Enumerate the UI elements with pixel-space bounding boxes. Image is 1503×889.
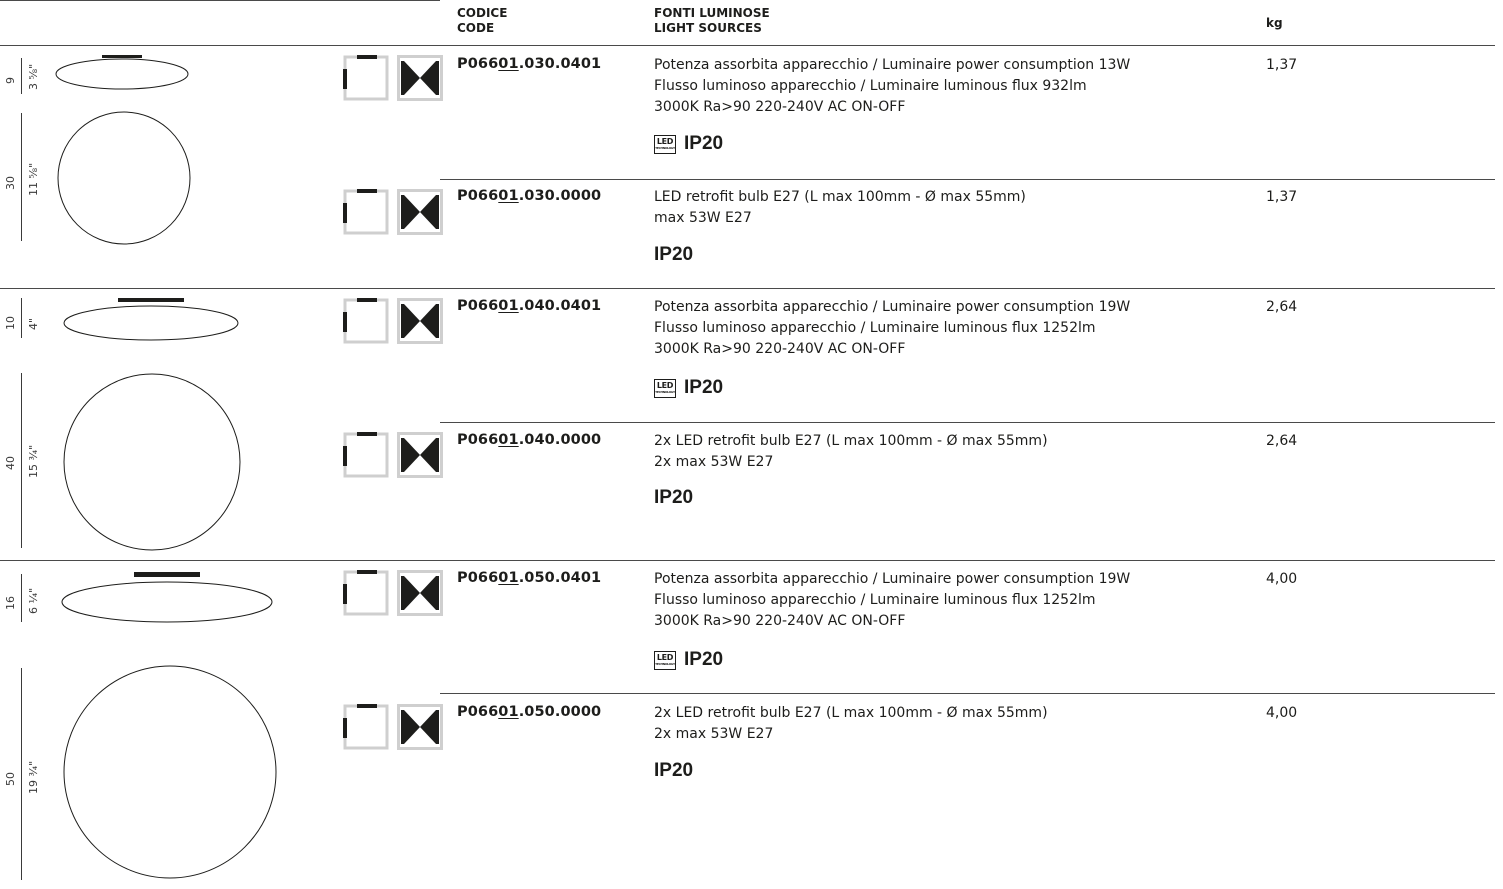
spec-line: 3000K Ra>90 220-240V AC ON-OFF xyxy=(654,99,906,115)
diameter-cm-label: 40 xyxy=(4,456,17,470)
header-code-it: CODICE xyxy=(457,6,508,20)
fixture-side-view xyxy=(60,570,276,626)
header-kg: kg xyxy=(1266,16,1283,30)
beam-direction-icon xyxy=(397,432,443,478)
weight-kg: 2,64 xyxy=(1266,433,1298,449)
code-variant: 01 xyxy=(498,298,519,314)
ceiling-mount-icon xyxy=(343,704,389,750)
fixture-side-view xyxy=(54,54,194,94)
header-bottom-rule xyxy=(0,45,1495,46)
light-source-spec xyxy=(654,297,1130,360)
diameter-in-label: 11 ⅝" xyxy=(27,162,40,196)
group-divider xyxy=(0,560,1495,561)
spec-line: 2x max 53W E27 xyxy=(654,454,774,470)
product-code xyxy=(457,570,601,586)
code-prefix: P066 xyxy=(457,298,499,314)
light-source-spec xyxy=(654,55,1130,118)
diameter-in-label: 15 ¾" xyxy=(27,444,40,478)
ip-rating-block xyxy=(654,133,723,155)
light-source-spec xyxy=(654,431,1048,473)
height-dimension-bar xyxy=(21,574,22,622)
code-suffix: .050.0000 xyxy=(518,704,602,720)
spec-line: Flusso luminoso apparecchio / Luminaire luminous flux 932lm xyxy=(654,78,1087,94)
code-prefix: P066 xyxy=(457,56,499,72)
product-code xyxy=(457,188,601,204)
height-in-label: 3 ⅝" xyxy=(27,63,40,90)
code-prefix: P066 xyxy=(457,432,499,448)
spec-line: Potenza assorbita apparecchio / Luminaire power consumption 13W xyxy=(654,57,1131,73)
spec-line: 3000K Ra>90 220-240V AC ON-OFF xyxy=(654,341,906,357)
header-code-en: CODE xyxy=(457,21,495,35)
code-suffix: .030.0000 xyxy=(518,188,602,204)
spec-line: max 53W E27 xyxy=(654,210,752,226)
ip-rating: IP20 xyxy=(684,649,724,670)
spec-line: Potenza assorbita apparecchio / Luminaire power consumption 19W xyxy=(654,571,1131,587)
code-suffix: .040.0000 xyxy=(518,432,602,448)
fixture-top-view xyxy=(62,664,280,882)
spec-line: Flusso luminoso apparecchio / Luminaire luminous flux 1252lm xyxy=(654,592,1096,608)
diameter-dimension-bar xyxy=(21,373,22,548)
ceiling-mount-icon xyxy=(343,298,389,344)
ceiling-mount-icon xyxy=(343,570,389,616)
diameter-in-label: 19 ¾" xyxy=(27,760,40,794)
product-code xyxy=(457,298,601,314)
code-prefix: P066 xyxy=(457,570,499,586)
light-source-spec xyxy=(654,569,1130,632)
code-suffix: .040.0401 xyxy=(518,298,602,314)
weight-kg: 1,37 xyxy=(1266,57,1298,73)
weight-kg: 4,00 xyxy=(1266,571,1298,587)
code-variant: 01 xyxy=(498,188,519,204)
ip-rating-block xyxy=(654,760,693,782)
ip-rating: IP20 xyxy=(654,244,694,265)
light-source-spec xyxy=(654,703,1048,745)
fixture-top-view xyxy=(56,110,196,250)
fixture-top-view xyxy=(62,372,244,554)
ip-rating-block xyxy=(654,487,693,509)
code-variant: 01 xyxy=(498,56,519,72)
diameter-cm-label: 30 xyxy=(4,176,17,190)
diameter-dimension-bar xyxy=(21,113,22,241)
beam-direction-icon xyxy=(397,55,443,101)
ceiling-mount-icon xyxy=(343,189,389,235)
spec-line: 2x LED retrofit bulb E27 (L max 100mm - Ø max 55mm) xyxy=(654,705,1048,721)
ceiling-mount-icon xyxy=(343,55,389,101)
beam-direction-icon xyxy=(397,570,443,616)
ip-rating-block xyxy=(654,244,693,266)
product-code xyxy=(457,432,601,448)
spec-line: LED retrofit bulb E27 (L max 100mm - Ø max 55mm) xyxy=(654,189,1026,205)
led-technology-icon: LED TECHNOLOGY xyxy=(654,651,676,670)
code-suffix: .050.0401 xyxy=(518,570,602,586)
header-top-rule-left xyxy=(0,0,440,1)
code-suffix: .030.0401 xyxy=(518,56,602,72)
code-variant: 01 xyxy=(498,570,519,586)
header-sources-it: FONTI LUMINOSE xyxy=(654,6,770,20)
header-light-sources xyxy=(654,6,770,36)
beam-direction-icon xyxy=(397,189,443,235)
spec-line: 3000K Ra>90 220-240V AC ON-OFF xyxy=(654,613,906,629)
beam-direction-icon xyxy=(397,298,443,344)
header-code xyxy=(457,6,507,36)
height-dimension-bar xyxy=(21,58,22,94)
beam-direction-icon xyxy=(397,704,443,750)
ip-rating: IP20 xyxy=(684,133,724,154)
height-dimension-bar xyxy=(21,298,22,338)
ip-rating-block xyxy=(654,649,723,671)
product-code xyxy=(457,56,601,72)
row-divider xyxy=(440,179,1495,180)
height-cm-label: 9 xyxy=(4,77,17,84)
weight-kg: 2,64 xyxy=(1266,299,1298,315)
code-variant: 01 xyxy=(498,704,519,720)
led-technology-icon: LED TECHNOLOGY xyxy=(654,379,676,398)
height-cm-label: 16 xyxy=(4,596,17,610)
height-in-label: 4" xyxy=(27,317,40,330)
ip-rating: IP20 xyxy=(654,487,694,508)
ip-rating: IP20 xyxy=(654,760,694,781)
fixture-side-view xyxy=(62,296,242,344)
led-technology-icon: LED TECHNOLOGY xyxy=(654,135,676,154)
ip-rating: IP20 xyxy=(684,377,724,398)
weight-kg: 1,37 xyxy=(1266,189,1298,205)
height-cm-label: 10 xyxy=(4,316,17,330)
product-code xyxy=(457,704,601,720)
weight-kg: 4,00 xyxy=(1266,705,1298,721)
row-divider xyxy=(440,693,1495,694)
spec-line: Potenza assorbita apparecchio / Luminaire power consumption 19W xyxy=(654,299,1131,315)
header-sources-en: LIGHT SOURCES xyxy=(654,21,762,35)
spec-line: Flusso luminoso apparecchio / Luminaire luminous flux 1252lm xyxy=(654,320,1096,336)
diameter-dimension-bar xyxy=(21,668,22,880)
spec-line: 2x LED retrofit bulb E27 (L max 100mm - Ø max 55mm) xyxy=(654,433,1048,449)
row-divider xyxy=(440,422,1495,423)
light-source-spec xyxy=(654,187,1026,229)
ceiling-mount-icon xyxy=(343,432,389,478)
height-in-label: 6 ¼" xyxy=(27,587,40,614)
spec-line: 2x max 53W E27 xyxy=(654,726,774,742)
ip-rating-block xyxy=(654,377,723,399)
code-prefix: P066 xyxy=(457,704,499,720)
diameter-cm-label: 50 xyxy=(4,772,17,786)
group-divider xyxy=(0,288,1495,289)
code-prefix: P066 xyxy=(457,188,499,204)
code-variant: 01 xyxy=(498,432,519,448)
